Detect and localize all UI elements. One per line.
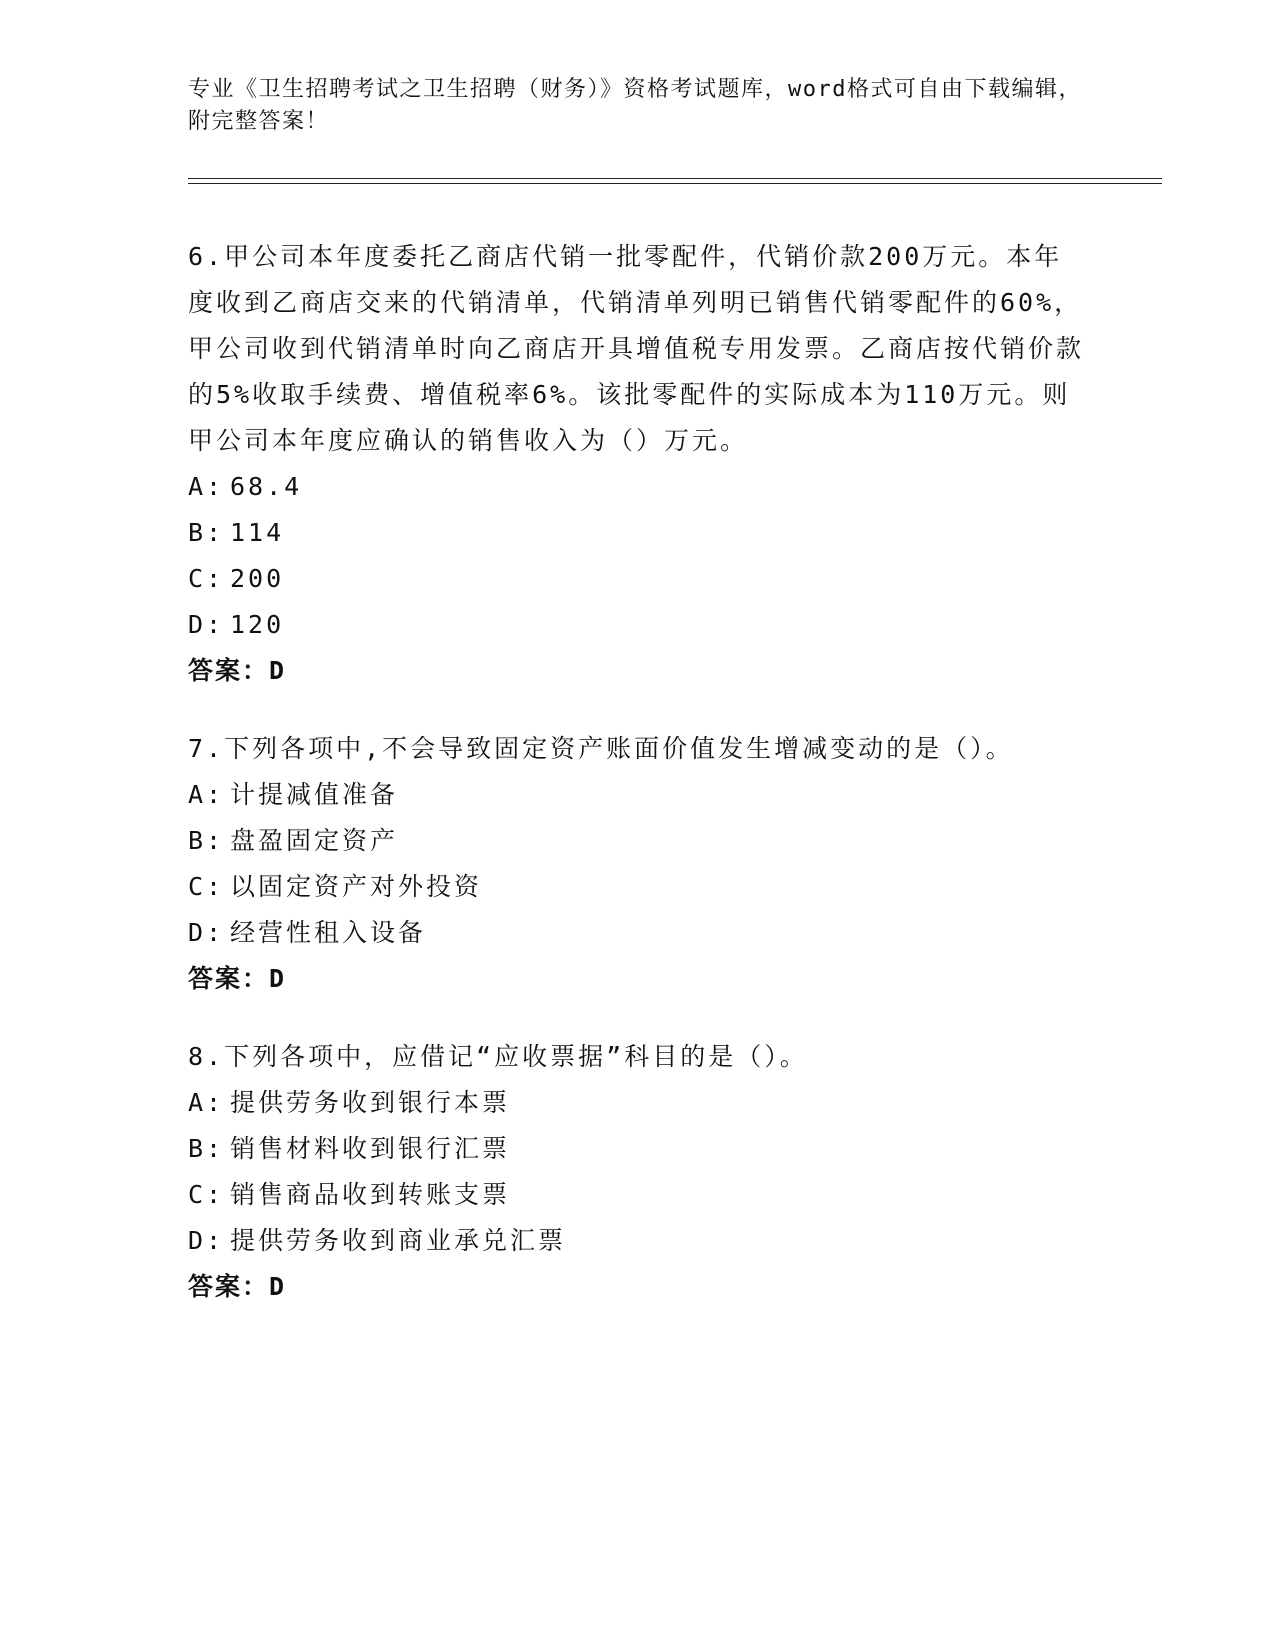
option-a [188, 1080, 1088, 1126]
option-key: D: [188, 610, 225, 639]
option-key: C: [188, 1180, 225, 1209]
answer-label: 答案：D [188, 964, 287, 993]
option-list [188, 772, 1088, 956]
option-text: 提供劳务收到银行本票 [230, 1088, 511, 1117]
option-b [188, 1126, 1088, 1172]
option-text: 200 [230, 564, 285, 593]
option-key: C: [188, 872, 225, 901]
option-text: 提供劳务收到商业承兑汇票 [230, 1226, 567, 1255]
question-7 [188, 726, 1088, 1002]
option-d [188, 910, 1088, 956]
question-stem: 8.下列各项中，应借记“应收票据”科目的是（）。 [188, 1042, 808, 1071]
option-c [188, 864, 1088, 910]
divider-line-top [188, 178, 1162, 179]
question-stem: 6.甲公司本年度委托乙商店代销一批零配件，代销价款200万元。本年度收到乙商店交来的代销清单，代销清单列明已销售代销零配件的60%，甲公司收到代销清单时向乙商店开具增值税专用发票。乙商店按代销价款的5%收取手续费、增值税率6%。该批零配件的实际成本为110万元。则甲公司本年度应确认的销售收入为（）万元。 [188, 242, 1085, 455]
option-text: 销售材料收到银行汇票 [230, 1134, 511, 1163]
option-text: 114 [230, 518, 285, 547]
option-key: B: [188, 1134, 225, 1163]
option-text: 以固定资产对外投资 [230, 872, 483, 901]
option-text: 盘盈固定资产 [230, 826, 399, 855]
option-d [188, 1218, 1088, 1264]
answer-label: 答案：D [188, 656, 287, 685]
question-6 [188, 234, 1088, 694]
option-a [188, 464, 1088, 510]
option-a [188, 772, 1088, 818]
option-text: 销售商品收到转账支票 [230, 1180, 511, 1209]
option-key: A: [188, 1088, 225, 1117]
option-text: 68.4 [230, 472, 303, 501]
option-key: A: [188, 472, 225, 501]
option-c [188, 556, 1088, 602]
option-key: D: [188, 918, 225, 947]
document-header [188, 74, 1088, 138]
header-divider [188, 178, 1162, 184]
option-text: 经营性租入设备 [230, 918, 427, 947]
option-d [188, 602, 1088, 648]
option-key: B: [188, 518, 225, 547]
option-key: A: [188, 780, 225, 809]
option-b [188, 510, 1088, 556]
option-list [188, 1080, 1088, 1264]
option-text: 120 [230, 610, 285, 639]
option-text: 计提减值准备 [230, 780, 399, 809]
question-stem: 7.下列各项中,不会导致固定资产账面价值发生增减变动的是（）。 [188, 734, 1014, 763]
question-8 [188, 1034, 1088, 1310]
option-key: B: [188, 826, 225, 855]
option-c [188, 1172, 1088, 1218]
option-b [188, 818, 1088, 864]
option-key: D: [188, 1226, 225, 1255]
option-key: C: [188, 564, 225, 593]
question-list [188, 234, 1088, 1342]
header-intro-text: 专业《卫生招聘考试之卫生招聘（财务）》资格考试题库，word格式可自由下载编辑，附完整答案！ [188, 77, 1082, 134]
option-list [188, 464, 1088, 648]
divider-line-bottom [188, 183, 1162, 184]
answer-label: 答案：D [188, 1272, 287, 1301]
